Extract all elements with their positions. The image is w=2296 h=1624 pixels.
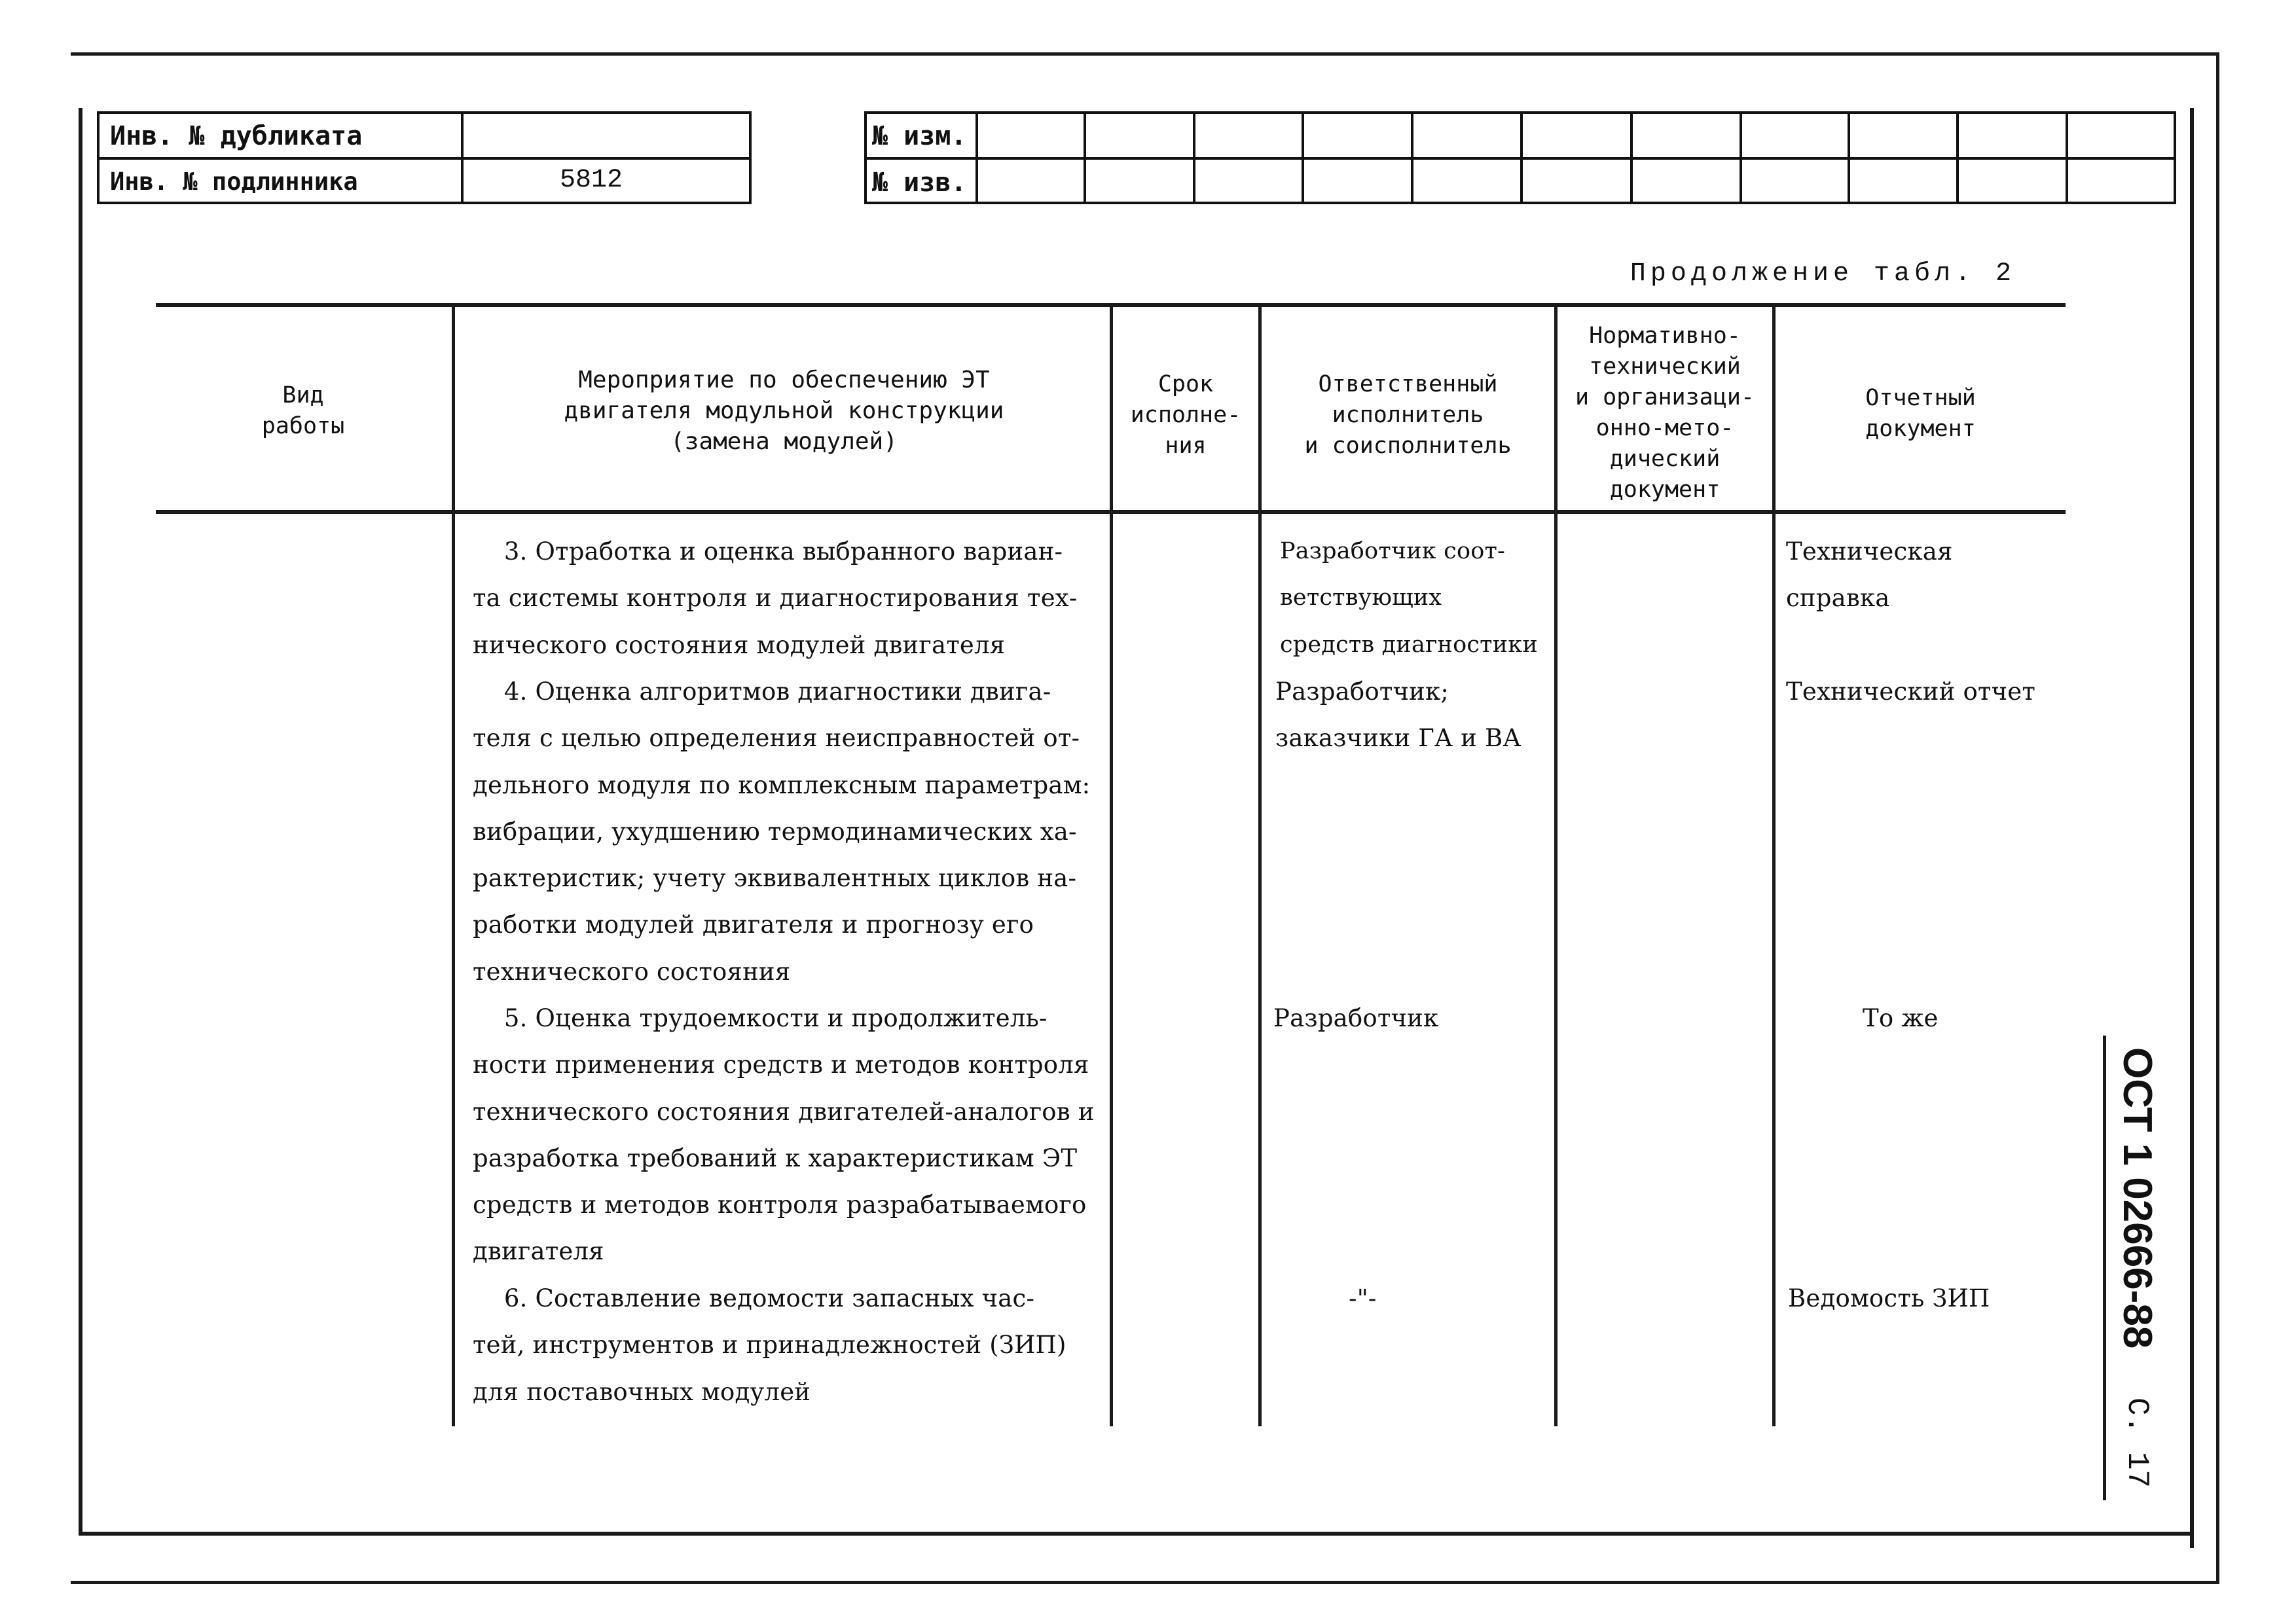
change-grid-cell bbox=[1520, 111, 1633, 160]
col-line-5 bbox=[1772, 303, 1776, 1426]
change-grid-cell bbox=[1302, 157, 1413, 204]
row-3-report: Техническая справка bbox=[1786, 537, 1953, 613]
col-line-2 bbox=[1110, 303, 1113, 1426]
row-4-activity: 4. Оценка алгоритмов диагностики двига- теля с целью определения неисправностей от- дельного модуля по комплексным параметрам: вибрации, ухудшению термодинамических ха- рактеристик; учету эквивалентных циклов на- работки модулей двигателя и прогнозу его технического состояния bbox=[473, 677, 1091, 986]
change-no-label: № изм. bbox=[872, 121, 967, 151]
change-grid-cell bbox=[975, 111, 1086, 160]
colhead-work-type: Вид работы bbox=[261, 382, 345, 439]
inner-frame-right bbox=[2190, 108, 2194, 1548]
colhead-activity: Мероприятие по обеспечению ЭТ двигателя модульной конструкции (замена модулей) bbox=[564, 367, 1004, 455]
change-grid-cell bbox=[975, 157, 1086, 204]
change-grid-cell bbox=[1740, 111, 1850, 160]
change-grid-cell bbox=[2066, 111, 2176, 160]
row-3-responsible: Разработчик соот- ветствующих средств диагностики bbox=[1280, 538, 1538, 658]
change-grid-cell bbox=[1520, 157, 1633, 204]
change-grid-cell bbox=[1302, 111, 1413, 160]
change-grid-cell bbox=[1630, 157, 1742, 204]
col-line-1 bbox=[452, 303, 455, 1426]
row-6-report: Ведомость ЗИП bbox=[1788, 1284, 1990, 1312]
change-grid-cell bbox=[1848, 111, 1959, 160]
change-grid-cell bbox=[1956, 111, 2068, 160]
inner-frame-bottom bbox=[79, 1532, 2194, 1536]
standard-code: ОСТ 1 02666-88 bbox=[2115, 1047, 2160, 1349]
colhead-normative-doc: Нормативно- технический и организаци- онно-мето- дический документ bbox=[1575, 323, 1755, 503]
row-5-responsible: Разработчик bbox=[1273, 1004, 1439, 1032]
row-6-activity: 6. Составление ведомости запасных час- тей, инструментов и принадлежностей (ЗИП) для поставочных модулей bbox=[473, 1284, 1066, 1406]
change-grid-cell bbox=[1848, 157, 1959, 204]
continuation-label: Продолжение табл. 2 bbox=[1630, 259, 2016, 289]
row-4-responsible: Разработчик; заказчики ГА и ВА bbox=[1275, 677, 1522, 753]
change-grid-cell bbox=[1084, 111, 1195, 160]
change-grid-cell bbox=[1193, 157, 1304, 204]
row-6-responsible: -"- bbox=[1349, 1284, 1377, 1312]
notice-no-label: № изв. bbox=[872, 168, 967, 198]
row-5-activity: 5. Оценка трудоемкости и продолжитель- ности применения средств и методов контроля технического состояния двигателей-аналогов и разработка требований к характеристикам ЭТ средств и методов контроля разрабатываемого двигателя bbox=[473, 1004, 1095, 1266]
page-number: С. 17 bbox=[2120, 1398, 2154, 1489]
side-stamp-line bbox=[2103, 1036, 2106, 1500]
colhead-report: Отчетный документ bbox=[1865, 385, 1976, 442]
frame-top-line bbox=[71, 52, 2219, 56]
dup-inv-label: Инв. № дубликата bbox=[110, 121, 363, 151]
colhead-deadline: Срок исполне- ния bbox=[1130, 371, 1241, 459]
change-grid-cell bbox=[2066, 157, 2176, 204]
orig-inv-label: Инв. № подлинника bbox=[110, 168, 358, 196]
orig-inv-value: 5812 bbox=[560, 166, 623, 195]
change-grid-cell bbox=[1084, 157, 1195, 204]
change-grid-cell bbox=[1193, 111, 1304, 160]
inner-frame-left bbox=[79, 108, 82, 1534]
frame-right-line bbox=[2216, 52, 2219, 1584]
row-4-report: Технический отчет bbox=[1786, 677, 2036, 706]
frame-bottom-line bbox=[71, 1581, 2219, 1584]
colhead-responsible: Ответственный исполнитель и соисполнитель bbox=[1304, 371, 1512, 459]
change-grid-cell bbox=[1740, 157, 1850, 204]
row-3-activity: 3. Отработка и оценка выбранного вариан- та системы контроля и диагностирования тех- нического состояния модулей двигателя bbox=[473, 537, 1078, 659]
dup-inv-value-cell bbox=[461, 111, 752, 160]
change-grid-cell bbox=[1411, 157, 1523, 204]
col-line-3 bbox=[1258, 303, 1262, 1426]
change-grid-cell bbox=[1956, 157, 2068, 204]
row-5-report: То же bbox=[1863, 1004, 1939, 1032]
change-grid-cell bbox=[1411, 111, 1523, 160]
change-grid-cell bbox=[1630, 111, 1742, 160]
